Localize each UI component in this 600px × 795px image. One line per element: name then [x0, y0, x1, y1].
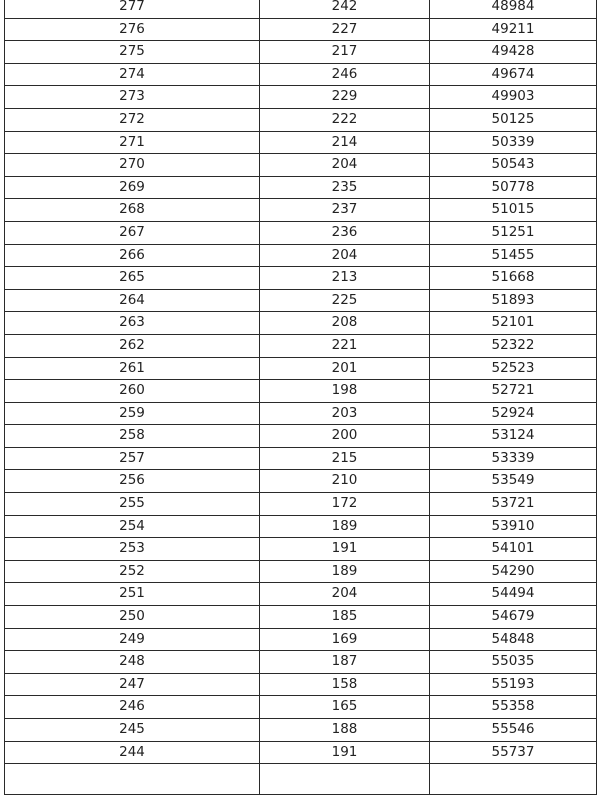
- table-cell-score: 244: [5, 741, 260, 764]
- table-cell-score: 252: [5, 560, 260, 583]
- table-row: [5, 131, 597, 154]
- table-row: [5, 447, 597, 470]
- table-cell-score: 266: [5, 244, 260, 267]
- table-cell-count: 203: [260, 402, 430, 425]
- table-cell-cumulative: 52101: [430, 312, 597, 335]
- table-cell-score: 251: [5, 583, 260, 606]
- table-cell-score: 273: [5, 86, 260, 109]
- table-cell-score: 270: [5, 154, 260, 177]
- table-cell-count: 236: [260, 221, 430, 244]
- table-row: [5, 673, 597, 696]
- table-cell-cumulative: 52523: [430, 357, 597, 380]
- table-row: [5, 357, 597, 380]
- table-cell-score: 264: [5, 289, 260, 312]
- table-cell-cumulative: 54101: [430, 538, 597, 561]
- table-cell-count: 165: [260, 696, 430, 719]
- table-row: [5, 560, 597, 583]
- table-row: [5, 425, 597, 448]
- table-cell-score: 262: [5, 334, 260, 357]
- table-cell-cumulative: 50125: [430, 108, 597, 131]
- table-cell-score: 249: [5, 628, 260, 651]
- table-cell-cumulative: 53549: [430, 470, 597, 493]
- table-cell-score: 257: [5, 447, 260, 470]
- table-cell-count: 158: [260, 673, 430, 696]
- table-cell-count: 189: [260, 515, 430, 538]
- table-cell-cumulative: 53721: [430, 493, 597, 516]
- table-row: [5, 154, 597, 177]
- table-cell-cumulative: 51251: [430, 221, 597, 244]
- table-cell-count: 204: [260, 154, 430, 177]
- table-cell-score: 269: [5, 176, 260, 199]
- table-cell-cumulative: 53124: [430, 425, 597, 448]
- table-cell-cumulative: 49211: [430, 18, 597, 41]
- table-cell-score: 263: [5, 312, 260, 335]
- table-cell-cumulative: 51015: [430, 199, 597, 222]
- table-cell-score: 276: [5, 18, 260, 41]
- table-cell-count: 204: [260, 583, 430, 606]
- table-cell-cumulative: 49674: [430, 63, 597, 86]
- table-row: [5, 515, 597, 538]
- table-cell-count: 222: [260, 108, 430, 131]
- table-cell-score: 255: [5, 493, 260, 516]
- table-cell-score: 265: [5, 267, 260, 290]
- table-cell-cumulative: 55035: [430, 651, 597, 674]
- table-cell-cumulative: 50543: [430, 154, 597, 177]
- table-row: [5, 380, 597, 403]
- table-cell-count: 242: [260, 0, 430, 18]
- table-cell-count: 189: [260, 560, 430, 583]
- table-row: [5, 493, 597, 516]
- table-cell-cumulative: 49903: [430, 86, 597, 109]
- table-cell-count: 225: [260, 289, 430, 312]
- table-row: [5, 651, 597, 674]
- table-cell-score: 267: [5, 221, 260, 244]
- table-cell-score: 275: [5, 41, 260, 64]
- table-cell-empty: [430, 764, 597, 795]
- table-cell-count: 215: [260, 447, 430, 470]
- table-cell-score: 259: [5, 402, 260, 425]
- table-cell-score: 250: [5, 606, 260, 629]
- table-cell-count: 191: [260, 741, 430, 764]
- table-cell-count: 204: [260, 244, 430, 267]
- table-cell-cumulative: 55193: [430, 673, 597, 696]
- table-cell-count: 229: [260, 86, 430, 109]
- table-row: [5, 18, 597, 41]
- table-row: [5, 470, 597, 493]
- table-cell-count: 235: [260, 176, 430, 199]
- table-cell-count: 188: [260, 719, 430, 742]
- table-cell-score: 253: [5, 538, 260, 561]
- table-row: [5, 402, 597, 425]
- table-cell-score: 248: [5, 651, 260, 674]
- table-cell-count: 237: [260, 199, 430, 222]
- table-row: [5, 108, 597, 131]
- table-cell-cumulative: 54679: [430, 606, 597, 629]
- table-cell-count: 191: [260, 538, 430, 561]
- table-row: [5, 312, 597, 335]
- table-cell-score: 274: [5, 63, 260, 86]
- table-row: [5, 741, 597, 764]
- table-row: [5, 199, 597, 222]
- table-cell-score: 246: [5, 696, 260, 719]
- table-cell-empty: [5, 764, 260, 795]
- table-cell-score: 272: [5, 108, 260, 131]
- table-cell-score: 268: [5, 199, 260, 222]
- score-distribution-table: [4, 0, 597, 795]
- table-row: [5, 606, 597, 629]
- table-row: [5, 86, 597, 109]
- table-body: [5, 0, 597, 795]
- table-cell-count: 187: [260, 651, 430, 674]
- table-cell-score: 260: [5, 380, 260, 403]
- table-cell-cumulative: 50339: [430, 131, 597, 154]
- table-cell-count: 169: [260, 628, 430, 651]
- table-cell-cumulative: 51668: [430, 267, 597, 290]
- table-row: [5, 334, 597, 357]
- table-row: [5, 221, 597, 244]
- table-cell-count: 214: [260, 131, 430, 154]
- table-cell-cumulative: 52924: [430, 402, 597, 425]
- table-cell-count: 200: [260, 425, 430, 448]
- table-cell-cumulative: 55358: [430, 696, 597, 719]
- table-cell-count: 217: [260, 41, 430, 64]
- table-cell-cumulative: 55737: [430, 741, 597, 764]
- table-cell-count: 221: [260, 334, 430, 357]
- table-row: [5, 583, 597, 606]
- table-row: [5, 696, 597, 719]
- table-cell-count: 213: [260, 267, 430, 290]
- table-cell-count: 185: [260, 606, 430, 629]
- table-row-partial: [5, 764, 597, 795]
- table-row: [5, 719, 597, 742]
- table-cell-count: 198: [260, 380, 430, 403]
- table-cell-count: 227: [260, 18, 430, 41]
- table-row: [5, 41, 597, 64]
- table-cell-count: 172: [260, 493, 430, 516]
- table-cell-score: 245: [5, 719, 260, 742]
- table-cell-empty: [260, 764, 430, 795]
- table-cell-score: 247: [5, 673, 260, 696]
- table-cell-score: 256: [5, 470, 260, 493]
- table-cell-cumulative: 52322: [430, 334, 597, 357]
- table-row: [5, 538, 597, 561]
- table-cell-cumulative: 52721: [430, 380, 597, 403]
- table-cell-cumulative: 48984: [430, 0, 597, 18]
- table-cell-count: 210: [260, 470, 430, 493]
- table-cell-count: 201: [260, 357, 430, 380]
- table-cell-cumulative: 50778: [430, 176, 597, 199]
- table-cell-cumulative: 54848: [430, 628, 597, 651]
- table-cell-cumulative: 55546: [430, 719, 597, 742]
- table-cell-count: 246: [260, 63, 430, 86]
- table-cell-count: 208: [260, 312, 430, 335]
- table-cell-cumulative: 54290: [430, 560, 597, 583]
- table-row: [5, 63, 597, 86]
- table-cell-score: 271: [5, 131, 260, 154]
- table-row: [5, 0, 597, 18]
- table-row: [5, 176, 597, 199]
- table-cell-cumulative: 51893: [430, 289, 597, 312]
- table-cell-score: 277: [5, 0, 260, 18]
- table-row: [5, 244, 597, 267]
- table-row: [5, 628, 597, 651]
- table-cell-score: 261: [5, 357, 260, 380]
- table-row: [5, 289, 597, 312]
- table-cell-score: 258: [5, 425, 260, 448]
- table-row: [5, 267, 597, 290]
- table-cell-cumulative: 54494: [430, 583, 597, 606]
- table-cell-cumulative: 53910: [430, 515, 597, 538]
- table-cell-cumulative: 53339: [430, 447, 597, 470]
- table-cell-score: 254: [5, 515, 260, 538]
- table-cell-cumulative: 49428: [430, 41, 597, 64]
- table-cell-cumulative: 51455: [430, 244, 597, 267]
